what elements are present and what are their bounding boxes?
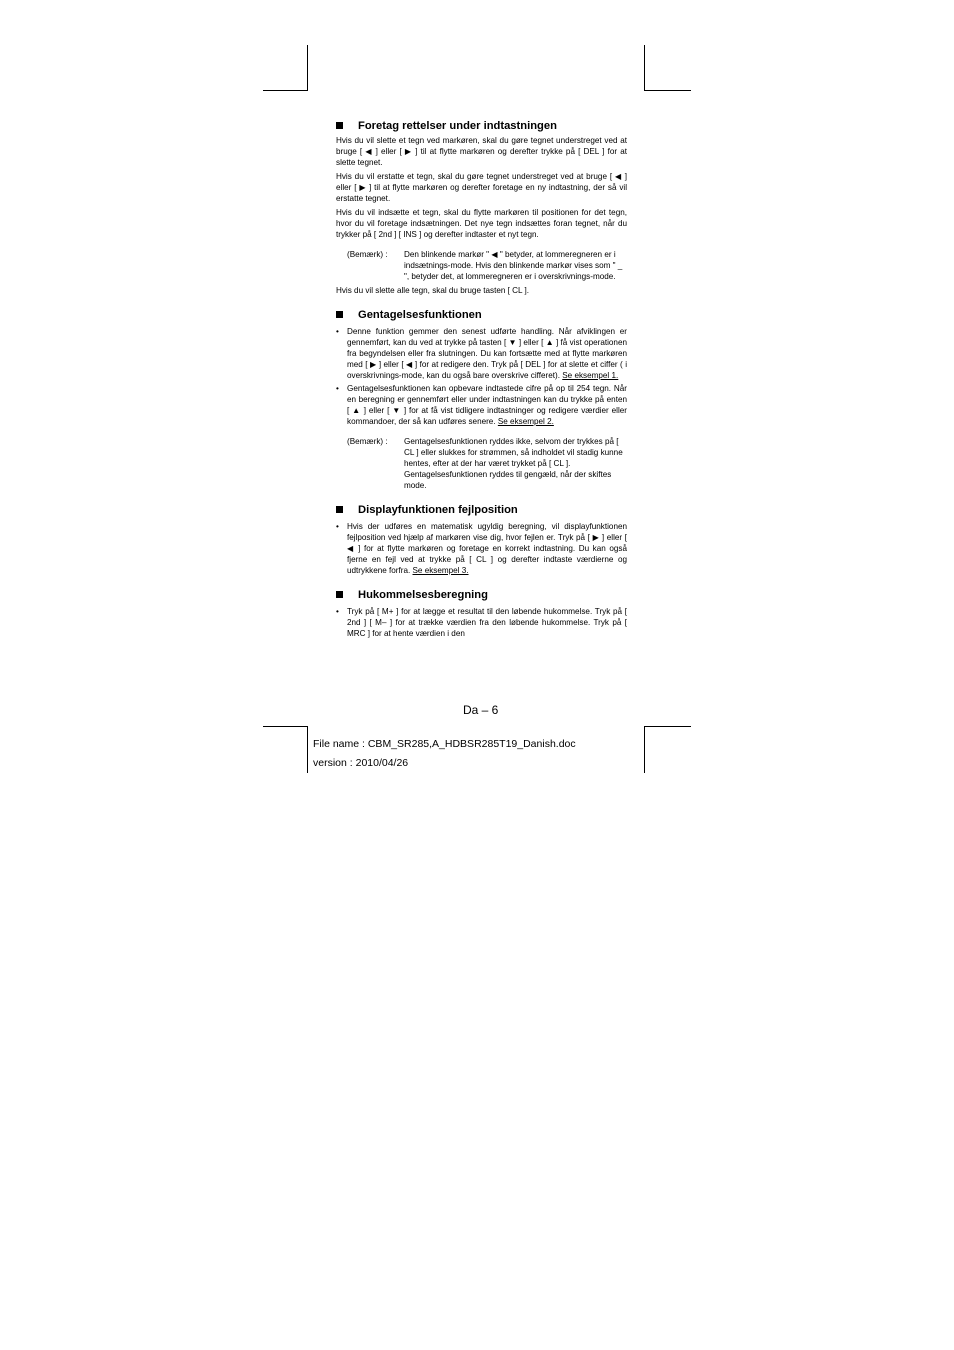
paragraph: Hvis du vil slette alle tegn, skal du bruge tasten [ CL ]. (336, 286, 529, 295)
example-link[interactable]: Se eksempel 1. (562, 371, 619, 380)
paragraph: Hvis du vil erstatte et tegn, skal du gøre tegnet understreget ved at bruge [ ◀ ] eller [ ▶ ] til at flytte markøren og derefter foretage en ny indtastning, der så vil erstatte tegnet. (336, 172, 627, 203)
list-item (336, 521, 627, 576)
bullet-text: Gentagelsesfunktionen kan opbevare indtastede cifre på op til 254 tegn. Når en beregning er gennemført eller under indtastningen kan du trykke på enten [ ▲ ] eller [ ▼ ] for at få vist tidligere indtastninger og redigere værdier eller kommandoer, der så kan udføres senere. (347, 384, 627, 426)
list-item (336, 606, 627, 639)
note-text: Gentagelsesfunktionen ryddes ikke, selvom der trykkes på [ CL ] eller slukkes for strømmen, så indholdet vil stadig kunne hentes, efter at der har været trykket på [ CL ]. Gentagelsesfunktionen ryddes til gengæld, når der skiftes mode. (404, 437, 623, 490)
crop-mark (644, 90, 691, 91)
paragraph: Hvis du vil slette et tegn ved markøren, skal du gøre tegnet understreget ved at bruge [ ◀ ] eller [ ▶ ] til at flytte markøren og derefter trykke på [ DEL ] for at slette tegnet. (336, 136, 627, 167)
section-memory (336, 588, 627, 639)
footer-file-name: File name : CBM_SR285,A_HDBSR285T19_Danish.doc (313, 738, 576, 750)
example-link[interactable]: Se eksempel 2. (497, 417, 554, 426)
bullet-text: Hvis der udføres en matematisk ugyldig beregning, vil displayfunktionen fejlposition ved hjælp af markøren vise dig, hvor fejlen er. Tryk på [ ▶ ] eller [ ◀ ] for at flytte markøren og foretage en korrekt indtastning. Du kan også fjerne en fejl ved at trykke på [ CL ] og derefter indtaste værdierne og udtrykkene forfra. (347, 522, 627, 575)
note (336, 436, 627, 491)
crop-mark (644, 726, 645, 773)
paragraph: Hvis du vil indsætte et tegn, skal du flytte markøren til positionen for det tegn, hvor du vil foretage indsætningen. Det nye tegn indsættes foran tegnet, når du trykker på [ 2nd ] [ INS ] og derefter indtaster et nyt tegn. (336, 208, 627, 239)
list-item (336, 326, 627, 381)
section-heading: Displayfunktionen fejlposition (336, 503, 627, 517)
section-heading: Foretag rettelser under indtastningen (336, 119, 627, 133)
crop-mark (644, 45, 645, 91)
note (336, 249, 627, 282)
list-item (336, 383, 627, 427)
crop-mark (644, 726, 691, 727)
section-repeat-function (336, 308, 627, 491)
page-number: Da – 6 (463, 703, 499, 717)
footer-version: version : 2010/04/26 (313, 757, 409, 769)
page-content (336, 119, 627, 641)
bullet-text: Tryk på [ M+ ] for at lægge et resultat til den løbende hukommelse. Tryk på [ 2nd ] [ M– ] for at trække værdien fra den løbende hukommelse. Tryk på [ MRC ] for at hente værdien i den (347, 607, 627, 638)
note-label: (Bemærk) : (347, 437, 388, 446)
crop-mark (307, 45, 308, 91)
section-corrections (336, 119, 627, 296)
crop-mark (263, 726, 308, 727)
note-label: (Bemærk) : (347, 250, 388, 259)
section-error-position (336, 503, 627, 576)
section-heading: Gentagelsesfunktionen (336, 308, 627, 322)
bullet-text: Denne funktion gemmer den senest udførte handling. Når afviklingen er gennemført, kan du ved at trykke på tasten [ ▼ ] eller [ ▲ ] få vist operationen fra begyndelsen eller fra slutningen. Du kan fortsætte med at flytte markøren med [ ▶ ] eller [ ◀ ] for at redigere den. Tryk på [ DEL ] for at slette et ciffer ( i overskrivnings-mode, kan du også bare overskrive cifferet). (347, 327, 627, 380)
crop-mark (307, 726, 308, 773)
section-heading: Hukommelsesberegning (336, 588, 627, 602)
note-text: Den blinkende markør " ◀ " betyder, at lommeregneren er i indsætnings-mode. Hvis den blinkende markør vises som " _ ", betyder det, at lommeregneren er i overskrivnings-mode. (404, 250, 623, 281)
example-link[interactable]: Se eksempel 3. (412, 566, 469, 575)
crop-mark (263, 90, 308, 91)
